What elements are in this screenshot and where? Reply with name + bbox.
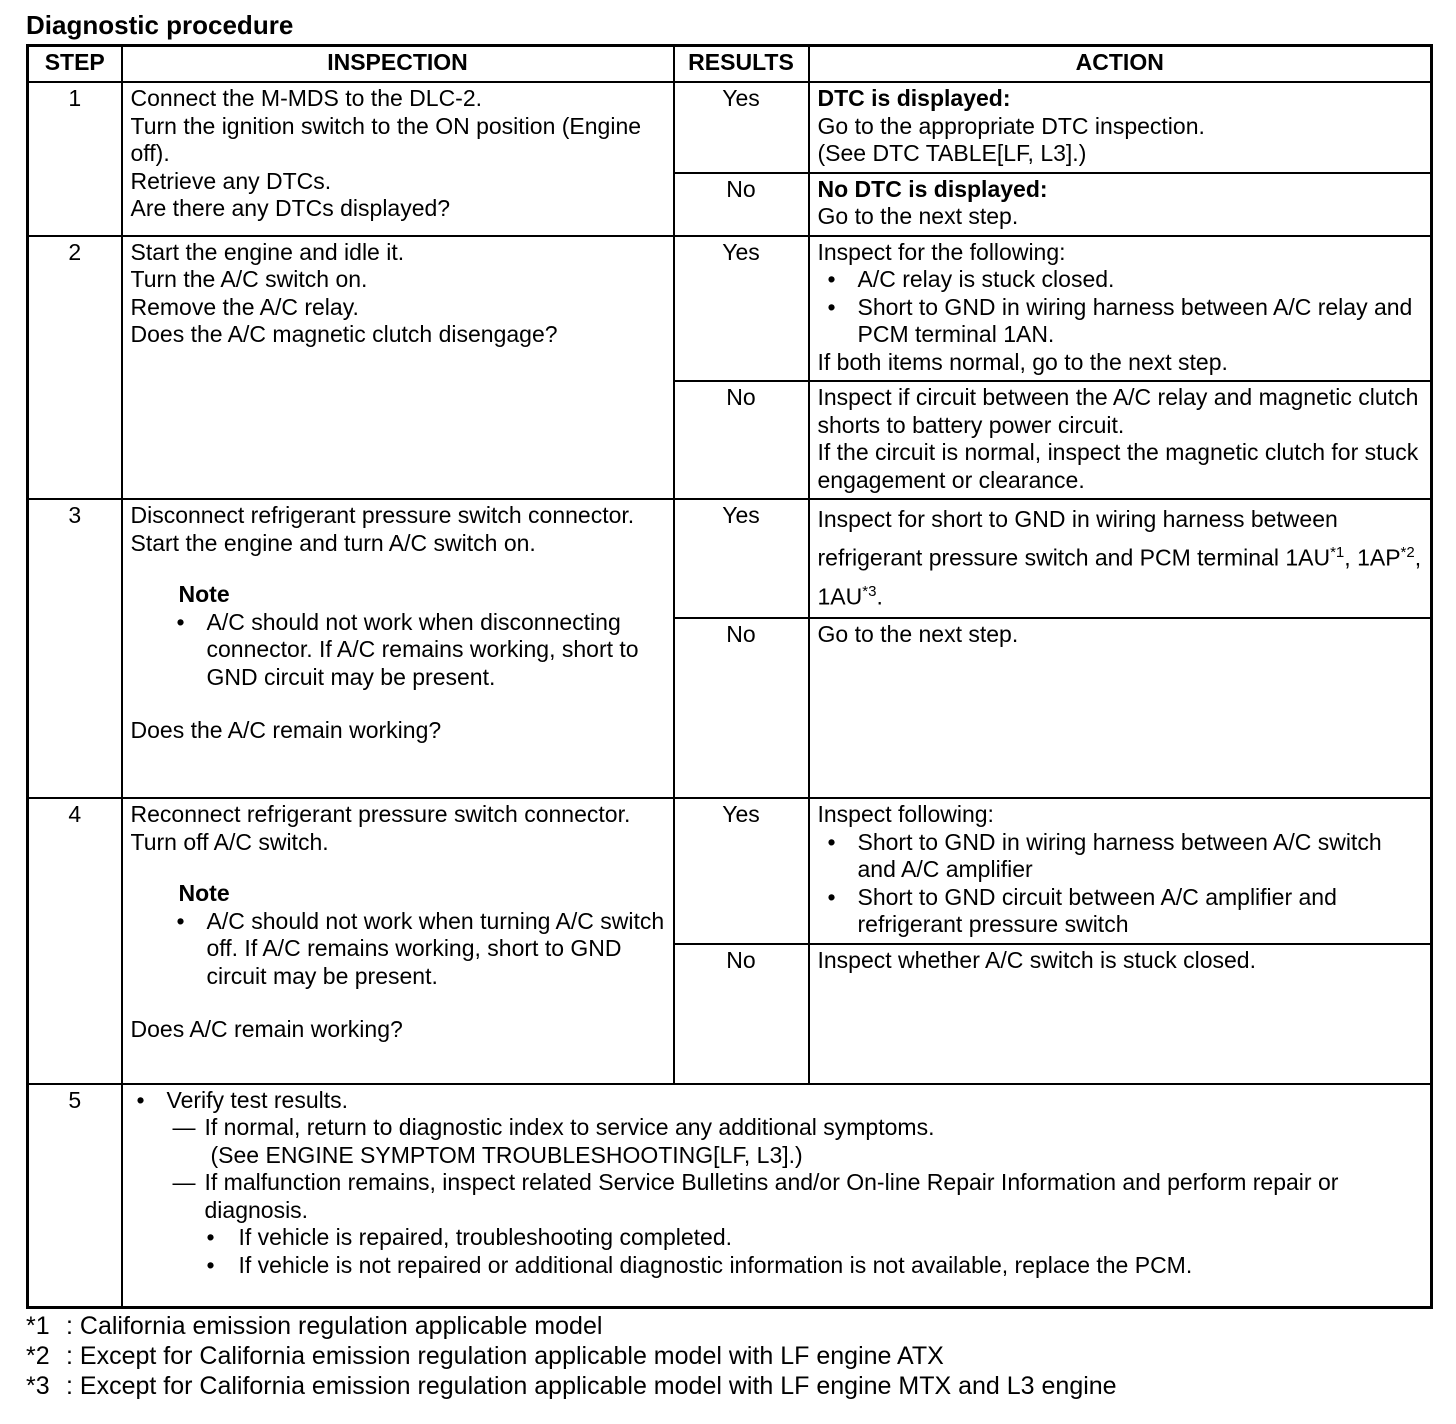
action-bullets (818, 829, 1423, 939)
action-line: If both items normal, go to the next step. (817, 348, 1228, 375)
action-heading: No DTC is displayed: (817, 175, 1048, 202)
inspection-line: Start the engine and idle it. (130, 238, 405, 265)
action-line: If the circuit is normal, inspect the magnetic clutch for stuck engagement or clearance. (817, 439, 1419, 493)
inspection-cell (122, 82, 674, 236)
step5-dash-text: — If malfunction remains, inspect related Service Bulletins and/or On-line Repair Information and perform repair or diagnosis. (204, 1169, 1339, 1223)
footnote-mark: *2 (26, 1342, 50, 1370)
note-item: • A/C should not work when turning A/C switch off. If A/C remains working, short to GND circuit may be present. (179, 908, 665, 991)
action-cell (809, 82, 1432, 173)
inspection-line: Remove the A/C relay. (130, 293, 359, 320)
step-number: 5 (28, 1084, 122, 1308)
action-cell (809, 173, 1432, 236)
list-item: • If vehicle is repaired, troubleshooting completed. (205, 1224, 1423, 1252)
action-text: , 1AU (817, 544, 1422, 610)
action-cell (809, 798, 1432, 944)
footnote-text: : California emission regulation applicable model (66, 1312, 603, 1340)
inspection-line: Turn the ignition switch to the ON position (Engine off). (130, 112, 642, 166)
footnote-ref: *2 (1400, 544, 1415, 561)
note-heading: Note (178, 880, 230, 907)
table-row (28, 82, 1432, 173)
step5-dash-text: — If normal, return to diagnostic index to service any additional symptoms. (204, 1114, 935, 1141)
inspection-line: Are there any DTCs displayed? (130, 195, 451, 221)
note-block (179, 581, 665, 691)
result-no: No (674, 944, 809, 1084)
inspection-cell (122, 499, 674, 798)
action-cell (809, 944, 1432, 1084)
list-item: • Short to GND circuit between A/C amplifier and refrigerant pressure switch (818, 884, 1423, 939)
action-line: Go to the appropriate DTC inspection. (817, 112, 1205, 139)
list-item: • A/C relay is stuck closed. (818, 266, 1423, 294)
result-no: No (674, 618, 809, 798)
header-action: ACTION (809, 46, 1432, 83)
action-bullets (818, 266, 1423, 349)
action-cell (809, 236, 1432, 382)
result-yes: Yes (674, 499, 809, 618)
table-row (28, 798, 1432, 944)
action-line: Go to the next step. (817, 621, 1019, 648)
action-heading: DTC is displayed: (817, 85, 1011, 111)
step5-dash-item (173, 1169, 1423, 1279)
page-title: Diagnostic procedure (26, 10, 294, 40)
inspection-line: Turn the A/C switch on. (130, 266, 368, 292)
action-line: Inspect for the following: (817, 238, 1066, 265)
inspection-line: Reconnect refrigerant pressure switch connector. (130, 801, 631, 828)
action-text: Inspect for short to GND in wiring harness between refrigerant pressure switch and PCM terminal 1AU (817, 506, 1338, 571)
action-line: Inspect following: (817, 801, 994, 828)
result-yes: Yes (674, 798, 809, 944)
footnote-mark: *3 (26, 1372, 50, 1400)
step-number: 4 (28, 798, 122, 1084)
final-step-cell (122, 1084, 1432, 1308)
result-no: No (674, 381, 809, 499)
inspection-line: Turn off A/C switch. (130, 828, 329, 855)
table-row (28, 499, 1432, 618)
result-no: No (674, 173, 809, 236)
step-number: 1 (28, 82, 122, 236)
step-number: 3 (28, 499, 122, 798)
table-row (28, 1084, 1432, 1308)
action-line: Go to the next step. (817, 203, 1019, 229)
diagnostic-table (26, 44, 1433, 1309)
inspection-line: Disconnect refrigerant pressure switch connector. (130, 502, 635, 528)
header-results: RESULTS (674, 46, 809, 83)
action-cell (809, 499, 1432, 618)
table-row (28, 236, 1432, 382)
header-step: STEP (28, 46, 122, 83)
step5-dash-item (173, 1114, 1423, 1169)
inspection-line: Retrieve any DTCs. (130, 167, 332, 194)
step5-bullet: • Verify test results. (166, 1086, 349, 1113)
action-cell (809, 618, 1432, 798)
footnote-mark: *1 (26, 1312, 50, 1340)
list-item: • Short to GND in wiring harness between A/C relay and PCM terminal 1AN. (818, 294, 1423, 349)
inspection-line: Connect the M-MDS to the DLC-2. (130, 85, 483, 111)
inspection-cell (122, 798, 674, 1084)
list-item: • Short to GND in wiring harness between A/C switch and A/C amplifier (818, 829, 1423, 884)
inspection-question: Does the A/C remain working? (130, 717, 442, 743)
step5-reference: (See ENGINE SYMPTOM TROUBLESHOOTING[LF, L3].) (210, 1141, 803, 1168)
result-yes: Yes (674, 82, 809, 173)
step-number: 2 (28, 236, 122, 500)
list-item (131, 1087, 1423, 1115)
action-line: (See DTC TABLE[LF, L3].) (817, 140, 1087, 166)
footnote-text: : Except for California emission regulation applicable model with LF engine MTX and L3 engine (66, 1372, 1117, 1400)
inspection-line: Does the A/C magnetic clutch disengage? (130, 321, 558, 347)
list-item: • If vehicle is not repaired or additional diagnostic information is not available, replace the PCM. (205, 1252, 1423, 1280)
result-yes: Yes (674, 236, 809, 382)
table-header-row (28, 46, 1432, 83)
note-item: • A/C should not work when disconnecting connector. If A/C remains working, short to GND circuit may be present. (179, 609, 665, 692)
action-text: , (1344, 544, 1351, 571)
inspection-line: Start the engine and turn A/C switch on. (130, 529, 536, 556)
action-text: . (876, 583, 883, 610)
inspection-cell (122, 236, 674, 500)
note-block (179, 880, 665, 990)
note-heading: Note (178, 581, 230, 607)
action-cell (809, 381, 1432, 499)
inspection-question: Does A/C remain working? (130, 1016, 403, 1043)
header-inspection: INSPECTION (122, 46, 674, 83)
action-text: 1AP (1357, 544, 1401, 571)
footnote-text: : Except for California emission regulation applicable model with LF engine ATX (66, 1342, 944, 1370)
footnote-ref: *3 (862, 582, 877, 600)
footnote-ref: *1 (1330, 544, 1345, 561)
action-line: Inspect whether A/C switch is stuck closed. (817, 946, 1256, 973)
action-line: Inspect if circuit between the A/C relay and magnetic clutch shorts to battery power circuit. (817, 384, 1419, 438)
